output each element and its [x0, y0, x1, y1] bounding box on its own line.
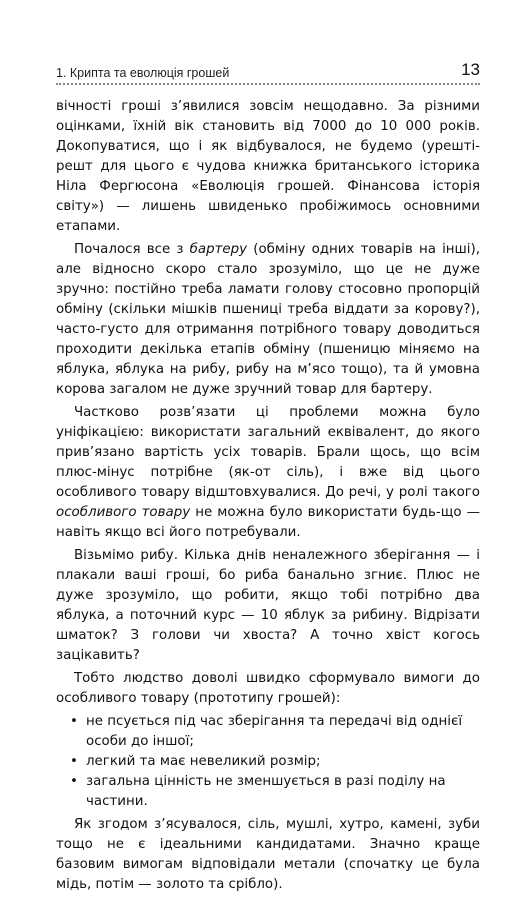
running-header [56, 58, 480, 80]
header-divider [56, 83, 480, 85]
chapter-title: 1. Крипта та еволюція грошей [56, 66, 230, 80]
paragraph-4: Візьмімо рибу. Кілька днів неналежного зберігання — і плакали ваші гроші, бо риба банально згниє. Плюс не дуже зрозуміло, що робити, якщо тобі потрібно два яблука, а поточний курс — 10 яблук за рибину. Відрізати шматок? З голови чи хвоста? А точно хвіст когось зацікавить? [56, 548, 480, 663]
paragraph-6: Як згодом з’ясувалося, сіль, мушлі, хутро, камені, зуби тощо не є ідеальними кандидатами. Значно краще базовим вимогам відповідали метали (спочатку це була мідь, потім — золото та срібло). [56, 817, 480, 892]
paragraph-2: Почалося все з бартеру (обміну одних товарів на інші), але відносно скоро стало зрозуміло, що це не дуже зручно: постійно треба ламати голову стосовно пропорцій обміну (скільки мішків пшениці треба віддати за корову?), часто-густо для отримання потрібного товару доводиться проходити декілька етапів обміну (пшеницю міняємо на яблука, яблука на рибу, рибу на м’ясо тощо), та й умовна корова загалом не дуже зручний товар для бартеру. [56, 242, 480, 397]
list-item: • загальна цінність не зменшується в разі поділу на частини. [86, 772, 480, 812]
list-item: • не псується під час зберігання та передачі від однієї особи до іншої; [86, 712, 480, 752]
paragraph-3: Частково розв’язати ці проблеми можна було уніфікацією: використати загальний еквівалент, до якого прив’язано вартість усіх товарів. Брали щось, що всім плюс-мінус потрібне (як-от сіль), і вже від цього особливого товару відштовхувалися. До речі, у ролі такого особливого товару не можна було використати будь-що — навіть якщо всі його потребували. [56, 405, 481, 540]
requirements-list [56, 712, 480, 812]
list-item: • легкий та має невеликий розмір; [86, 752, 480, 772]
term-special-good: особливого товару [56, 505, 191, 520]
page-body [56, 97, 480, 898]
paragraph-5: Тобто людство доволі швидко сформувало вимоги до особливого товару (прототипу грошей): [56, 671, 480, 706]
paragraph-1: вічності гроші з’явилися зовсім нещодавно. За різними оцінками, їхній вік становить від 7000 до 10 000 років. Докопуватися, що і як відбувалося, не будемо (урешті-решт для цього є чудова книжка британського історика Ніла Фергюсона «Еволюція грошей. Фінансова історія світу») — лишень швиденько пробіжимось основними етапами. [56, 99, 480, 234]
term-barter: бартеру [189, 242, 248, 257]
page-number: 13 [461, 60, 480, 79]
